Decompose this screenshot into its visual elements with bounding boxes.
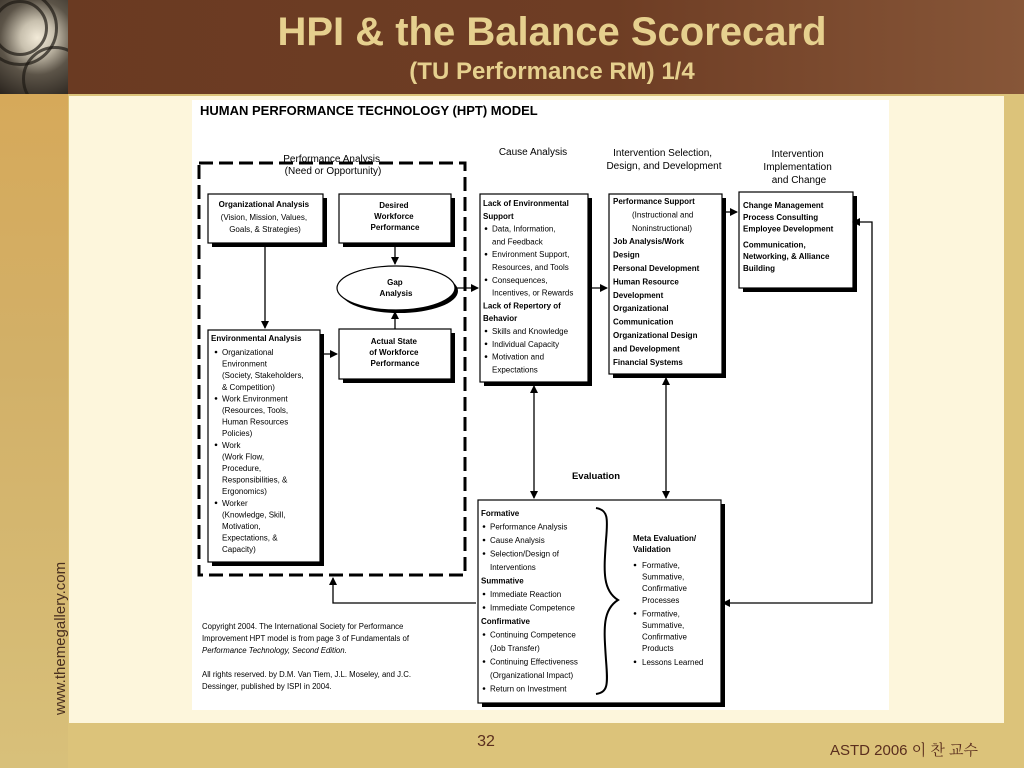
slide-header [0,0,1024,94]
bullet-dot [215,351,218,354]
evaluation-item: Immediate Competence [490,603,575,613]
bullet-dot [215,502,218,505]
cause-analysis-heading: Lack of Environmental [483,199,569,208]
cause-analysis-item: Resources, and Tools [492,263,569,272]
intervention-item: Noninstructional) [632,223,693,233]
environmental-analysis-item: Procedure, [222,464,262,473]
bullet-dot [483,633,486,636]
intervention-item: Performance Support [613,197,695,206]
environmental-analysis-title: Environmental Analysis [211,334,302,343]
bullet-dot [634,612,637,615]
actual-state-text: Actual State of Workforce Performance [369,337,420,368]
cause-analysis-item: Data, Information, [492,224,556,234]
theme-logo-image [0,0,68,94]
bullet-dot [485,330,488,333]
bullet-dot [483,539,486,542]
environmental-analysis-item: (Knowledge, Skill, [222,510,286,520]
intervention-item: Personal Development [613,264,700,273]
cause-analysis-item: Motivation and [492,352,545,362]
cause-analysis-item: Skills and Knowledge [492,327,569,336]
environmental-analysis-item: Environment [222,359,267,369]
intervention-item: Communication [613,317,674,327]
intervention-item: Organizational [613,304,669,314]
evaluation-item: Cause Analysis [490,536,545,545]
bullet-dot [485,355,488,358]
environmental-analysis-item: Human Resources [222,417,289,427]
bullet-dot [483,687,486,690]
evaluation-item: Return on Investment [490,684,567,694]
arrow-evaluation-performance [333,578,476,603]
environmental-analysis-item: & Competition) [222,382,275,392]
implementation-item: Process Consulting [743,212,819,222]
intervention-item: Development [613,290,664,300]
cause-analysis-heading: Support [483,211,514,221]
evaluation-item: Immediate Reaction [490,590,562,599]
bullet-dot [215,444,218,447]
meta-evaluation-item: Formative, [642,609,680,619]
environmental-analysis-item: Expectations, & [222,533,278,543]
bullet-dot [483,552,486,555]
bullet-dot [483,525,486,528]
gap-analysis-ellipse [337,266,455,310]
intervention-item: Job Analysis/Work [613,237,685,247]
evaluation-heading: Confirmative [481,617,530,626]
website-label: www.themegallery.com [52,561,69,715]
bullet-dot [483,593,486,596]
environmental-analysis-item: Ergonomics) [222,487,267,497]
environmental-analysis-item: Work [222,440,241,450]
hpt-model-figure [192,100,889,710]
evaluation-item: Interventions [490,563,536,572]
copyright-notice: Copyright 2004. The International Society for Performance Improvement HPT model is from page 3 of Fundamentals of Performance Technology, Second Edition. All rights reserved. by D.M. Van Tiem, J.L. Moseley, and J.C. Dessinger, published by ISPI in 2004. [202,622,412,691]
evaluation-item: (Organizational Impact) [490,671,574,680]
evaluation-heading: Formative [481,509,520,518]
bullet-dot [634,564,637,567]
meta-evaluation-item: Products [642,644,674,654]
footer-author: ASTD 2006 이 찬 교수 [829,742,978,759]
meta-evaluation-item: Processes [642,595,680,605]
intervention-item: Human Resource [613,277,679,287]
intervention-item: (Instructional and [632,210,694,220]
meta-evaluation-item: Confirmative [642,632,687,642]
cause-analysis-item: Expectations [492,365,538,375]
bullet-dot [215,397,218,400]
evaluation-item: Selection/Design of [490,549,559,559]
figure-title: HUMAN PERFORMANCE TECHNOLOGY (HPT) MODEL [200,103,538,118]
bullet-dot [485,253,488,256]
environmental-analysis-item: Organizational [222,348,274,357]
environmental-analysis-item: Motivation, [222,522,261,531]
meta-evaluation-item: Confirmative [642,584,687,594]
cause-analysis-item: Incentives, or Rewards [492,288,574,298]
bullet-dot [483,660,486,663]
cause-analysis-header: Cause Analysis [498,147,568,158]
environmental-analysis-item: (Work Flow, [222,452,265,462]
implementation-item: Employee Development [743,224,834,234]
evaluation-heading: Summative [481,576,524,586]
gap-analysis-text: Gap Analysis [379,278,413,298]
bullet-dot [485,227,488,230]
environmental-analysis-item: (Society, Stakeholders, [222,371,304,381]
meta-evaluation-item: Lessons Learned [642,657,704,667]
bullet-dot [483,606,486,609]
meta-evaluation-item: Summative, [642,572,685,582]
desired-performance-text: Desired Workforce Performance [370,201,420,232]
environmental-analysis-item: Work Environment [222,394,288,404]
organizational-analysis-text: Organizational Analysis (Vision, Mission, Values, Goals, & Strategies) [218,200,310,234]
evaluation-item: (Job Transfer) [490,644,540,653]
environmental-analysis-item: (Resources, Tools, [222,406,289,415]
evaluation-item: Continuing Competence [490,630,576,640]
meta-evaluation-item: Summative, [642,621,685,630]
environmental-analysis-item: Policies) [222,429,253,439]
evaluation-item: Performance Analysis [490,522,568,532]
intervention-selection-header: Intervention Selection, Design, and Development [606,148,722,172]
environmental-analysis-item: Responsibilities, & [222,475,288,485]
cause-analysis-item: Consequences, [492,275,548,285]
cause-analysis-item: Environment Support, [492,250,570,260]
environmental-analysis-item: Worker [222,498,248,508]
intervention-item: and Development [613,344,680,354]
bullet-dot [485,343,488,346]
page-number: 32 [477,733,495,750]
meta-evaluation-item: Formative, [642,561,680,570]
evaluation-label: Evaluation [571,471,621,482]
intervention-implementation-header: Intervention Implementation and Change [763,149,832,186]
intervention-item: Financial Systems [613,357,683,367]
meta-evaluation-title: Meta Evaluation/ Validation [633,534,697,554]
implementation-item: Change Management [743,201,824,210]
intervention-item: Organizational Design [613,331,698,340]
bullet-dot [634,661,637,664]
slide-subtitle: (TU Performance RM) 1/4 [409,58,695,85]
implementation-item: Communication, [743,240,806,250]
slide-title: HPI & the Balance Scorecard [277,10,827,54]
implementation-item: Building [743,264,775,273]
cause-analysis-heading: Lack of Repertory of [483,301,561,311]
environmental-analysis-item: Capacity) [222,545,256,555]
cause-analysis-item: Individual Capacity [492,339,560,349]
evaluation-item: Continuing Effectiveness [490,657,578,667]
implementation-item: Networking, & Alliance [743,252,830,262]
cause-analysis-item: and Feedback [492,237,543,247]
bullet-dot [485,279,488,282]
cause-analysis-heading: Behavior [483,314,518,324]
intervention-item: Design [613,250,640,260]
performance-analysis-header: Performance Analysis (Need or Opportunity) [283,154,382,177]
